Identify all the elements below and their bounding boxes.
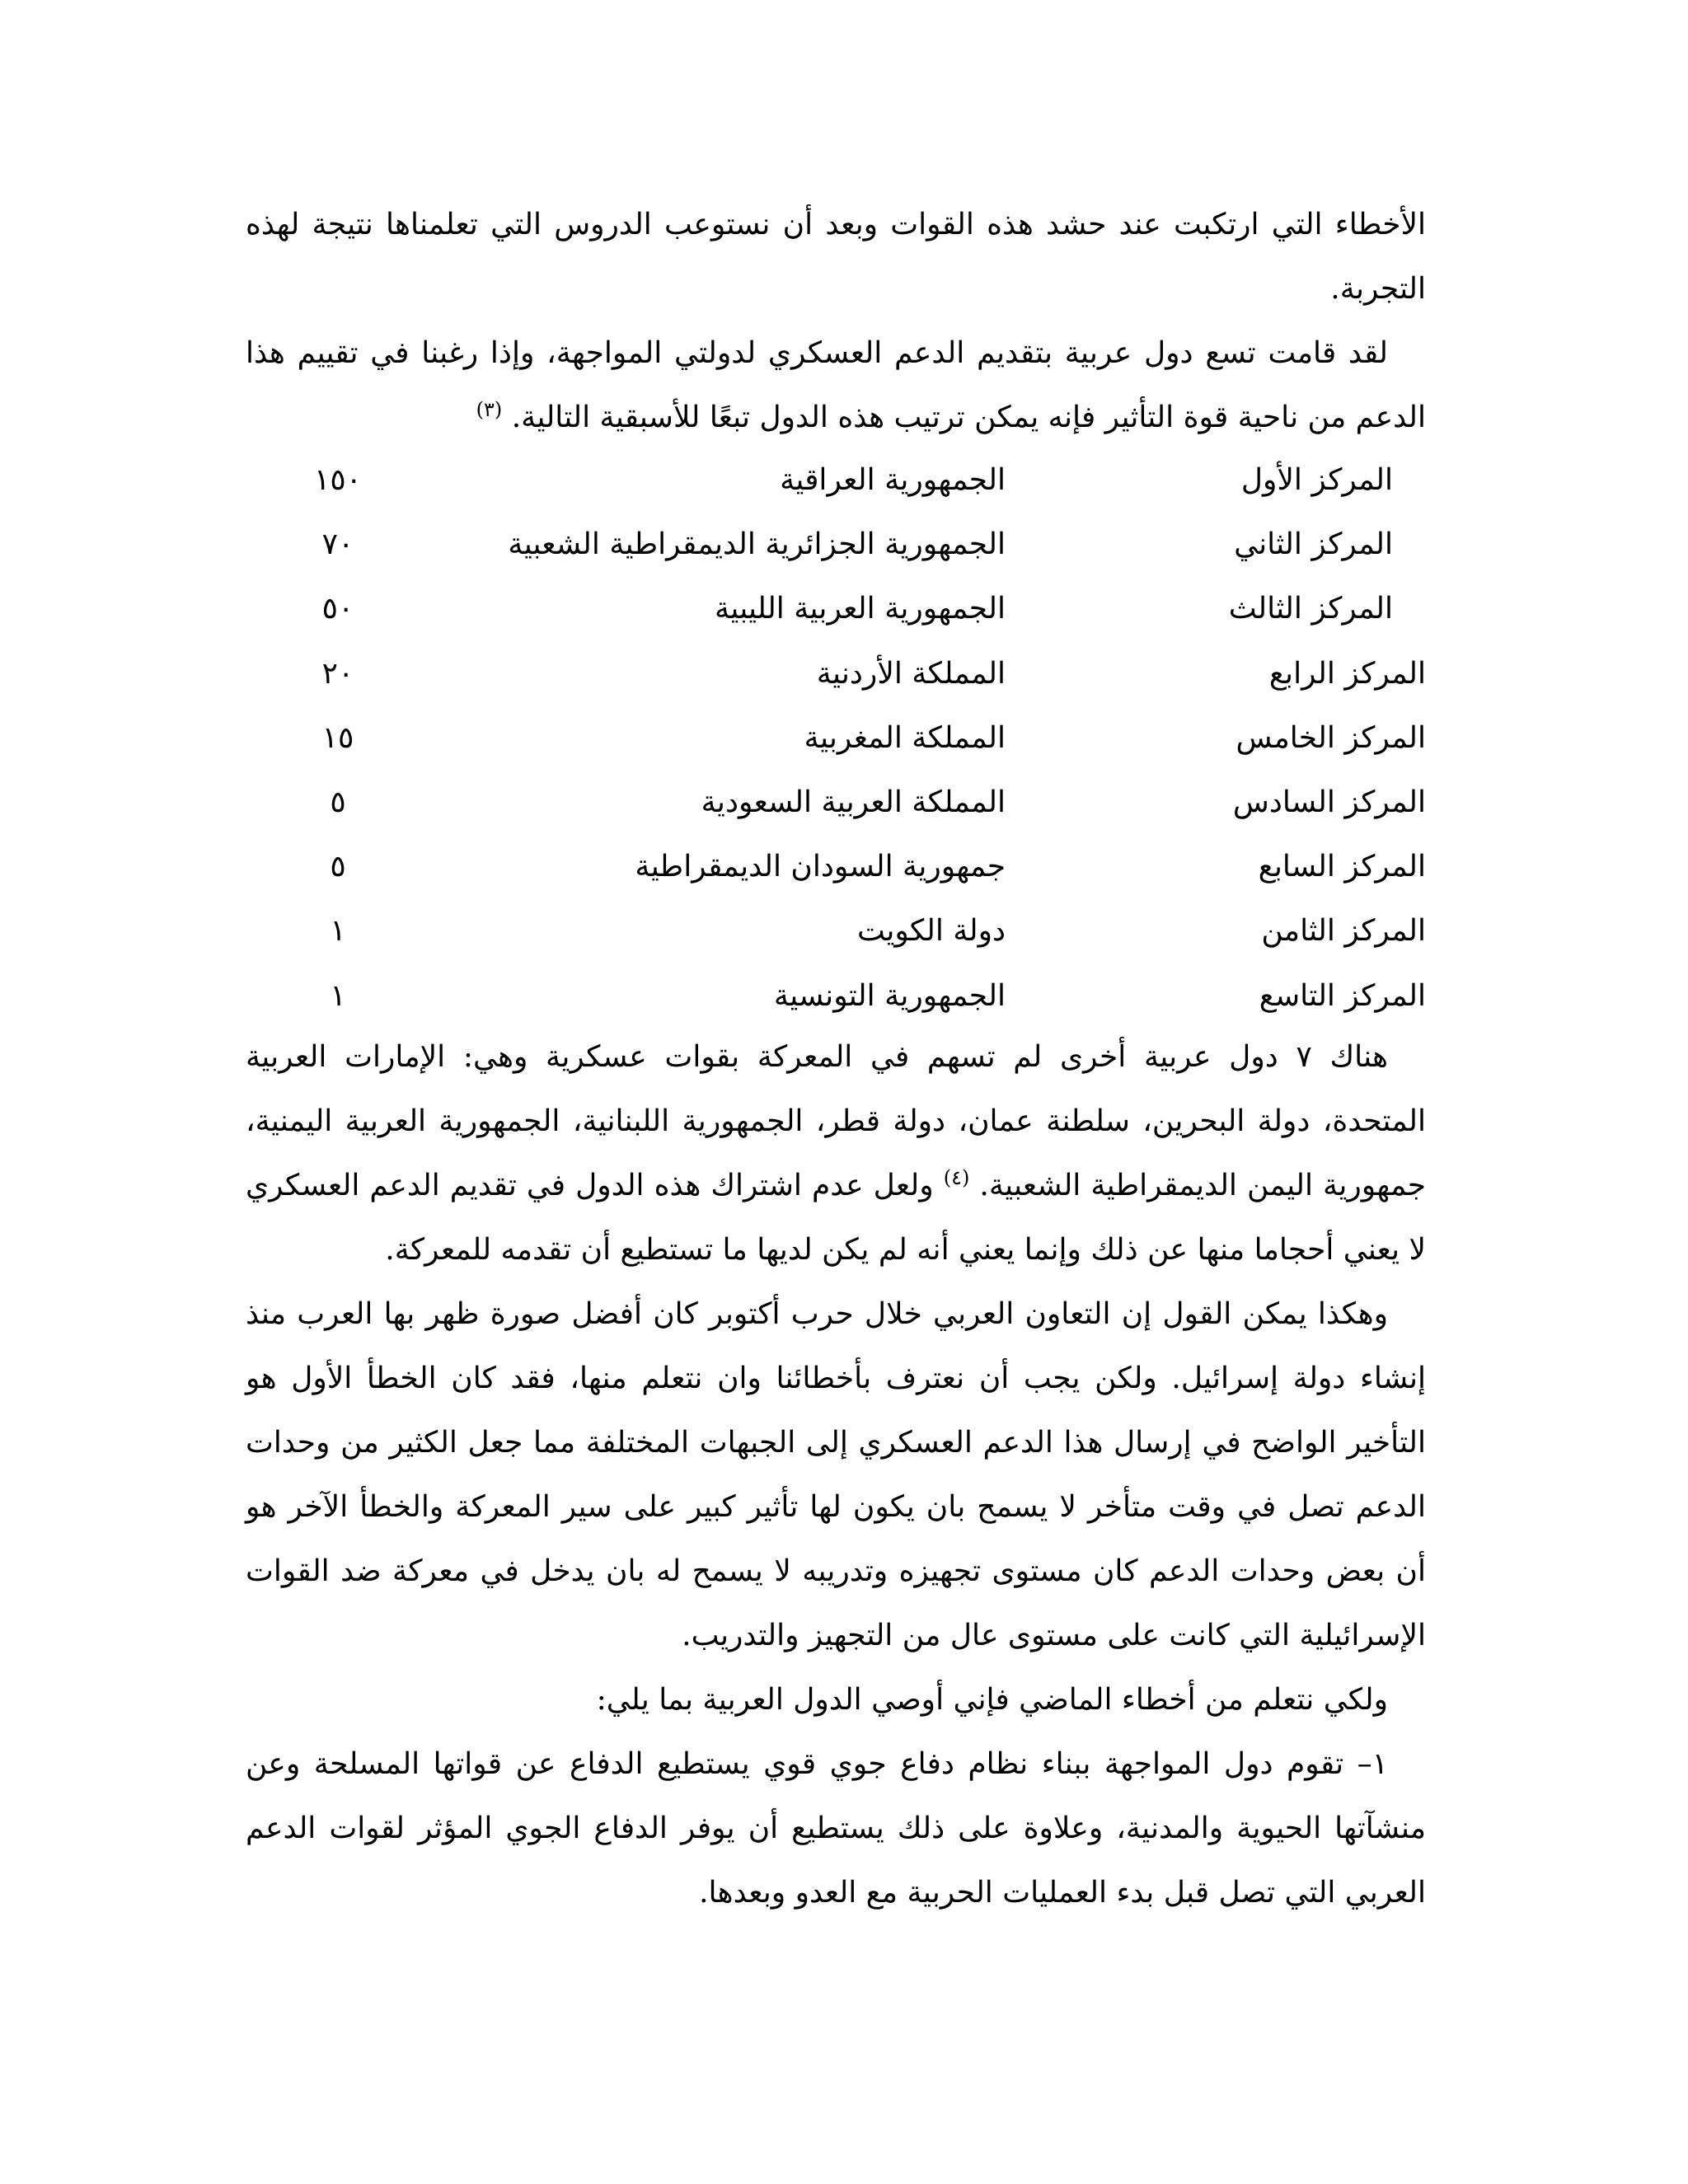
ranking-row <box>246 514 1426 579</box>
rank-value: ١٥ <box>321 720 354 755</box>
rank-country: الجمهورية التونسية <box>773 978 1006 1013</box>
ranking-row <box>246 644 1426 708</box>
rank-position: المركز الثاني <box>1234 527 1393 562</box>
paragraph-recommendation-1 <box>246 1732 1426 1925</box>
rank-value: ٥ <box>330 850 346 884</box>
rank-country: دولة الكويت <box>857 914 1006 949</box>
rank-position: المركز الأول <box>1240 463 1393 497</box>
ranking-row <box>246 966 1426 1030</box>
ranking-row <box>246 708 1426 772</box>
rank-position: المركز الخامس <box>1236 720 1426 755</box>
rank-country: المملكة المغربية <box>804 720 1006 755</box>
rank-value: ١ <box>330 978 346 1013</box>
body-section <box>246 1025 1426 1925</box>
rank-country: جمهورية السودان الديمقراطية <box>635 850 1006 884</box>
rank-position: المركز الثالث <box>1228 592 1393 626</box>
paragraph-continuation <box>246 193 1426 321</box>
ranking-row <box>246 579 1426 643</box>
rank-country: المملكة الأردنية <box>816 656 1006 691</box>
rank-value: ٥٠ <box>321 592 354 626</box>
paragraph-non-participants <box>246 1025 1426 1282</box>
rank-position: المركز التاسع <box>1259 978 1426 1013</box>
rank-country: المملكة العربية السعودية <box>701 785 1006 819</box>
ranking-row <box>246 837 1426 901</box>
rank-position: المركز السادس <box>1232 785 1426 819</box>
paragraph-text: هناك ٧ دول عربية أخرى لم تسهم في المعركة بقوات عسكرية وهي: الإمارات العربية المتحدة، دولة البحرين، سلطنة عمان، دولة قطر، الجمهورية اللبنانية، الجمهورية العربية اليمنية، جمهورية اليمن الديمقراطية الشعبية. <box>246 1040 1427 1202</box>
rank-value: ١ <box>330 914 346 949</box>
rank-country: الجمهورية العربية الليبية <box>715 592 1006 626</box>
ranking-row <box>246 901 1426 965</box>
paragraph-support-intro <box>246 321 1426 450</box>
rank-value: ١٥٠ <box>313 463 362 497</box>
paragraph-text: ولعل عدم اشتراك هذه الدول في تقديم الدعم العسكري لا يعني أحجاما منها عن ذلك وإنما يعني أنه لم يكن لديها ما تستطيع أن تقدمه للمعركة. <box>246 1169 1426 1267</box>
paragraph-cooperation <box>246 1282 1426 1668</box>
rank-country: الجمهورية الجزائرية الديمقراطية الشعبية <box>508 527 1006 562</box>
rank-position: المركز الرابع <box>1268 656 1426 691</box>
paragraph-text: وهكذا يمكن القول إن التعاون العربي خلال حرب أكتوبر كان أفضل صورة ظهر بها العرب منذ إنشاء دولة إسرائيل. ولكن يجب أن نعترف بأخطائنا وان نتعلم منها، فقد كان الخطأ الأول هو التأخير الواضح في إرسال هذا الدعم العسكري إلى الجبهات المختلفة مما جعل الكثير من وحدات الدعم تصل في وقت متأخر لا يسمح بان يكون لها تأثير كبير على سير المعركة والخطأ الآخر هو أن بعض وحدات الدعم كان مستوى تجهيزه وتدريبه لا يسمح له بان يدخل في معركة ضد القوات الإسرائيلية التي كانت على مستوى عال من التجهيز والتدريب. <box>246 1297 1426 1652</box>
ranking-table <box>246 450 1426 1030</box>
paragraph-text: ١– تقوم دول المواجهة ببناء نظام دفاع جوي قوي يستطيع الدفاع عن قواتها المسلحة وعن منشآتها الحيوية والمدنية، وعلاوة على ذلك يستطيع أن يوفر الدفاع الجوي المؤثر لقوات الدعم العربي التي تصل قبل بدء العمليات الحربية مع العدو وبعدها. <box>246 1747 1426 1910</box>
footnote-reference: (٤) <box>943 1166 970 1189</box>
paragraph-text: ولكي نتعلم من أخطاء الماضي فإني أوصي الدول العربية بما يلي: <box>596 1683 1388 1717</box>
ranking-row <box>246 772 1426 837</box>
rank-value: ٢٠ <box>321 656 354 691</box>
rank-position: المركز السابع <box>1258 850 1426 884</box>
rank-country: الجمهورية العراقية <box>780 463 1006 497</box>
rank-value: ٥ <box>330 785 346 819</box>
paragraph-recommendations-intro <box>246 1668 1426 1732</box>
intro-section <box>246 193 1426 450</box>
ranking-row <box>246 450 1426 514</box>
paragraph-text: لقد قامت تسع دول عربية بتقديم الدعم العسكري لدولتي المواجهة، وإذا رغبنا في تقييم هذا الدعم من ناحية قوة التأثير فإنه يمكن ترتيب هذه الدول تبعًا للأسبقية التالية. <box>246 336 1426 434</box>
rank-position: المركز الثامن <box>1261 914 1426 949</box>
paragraph-text: الأخطاء التي ارتكبت عند حشد هذه القوات وبعد أن نستوعب الدروس التي تعلمناها نتيجة لهذه التجربة. <box>246 208 1426 306</box>
footnote-reference: (٣) <box>476 398 503 421</box>
rank-value: ٧٠ <box>321 527 354 562</box>
